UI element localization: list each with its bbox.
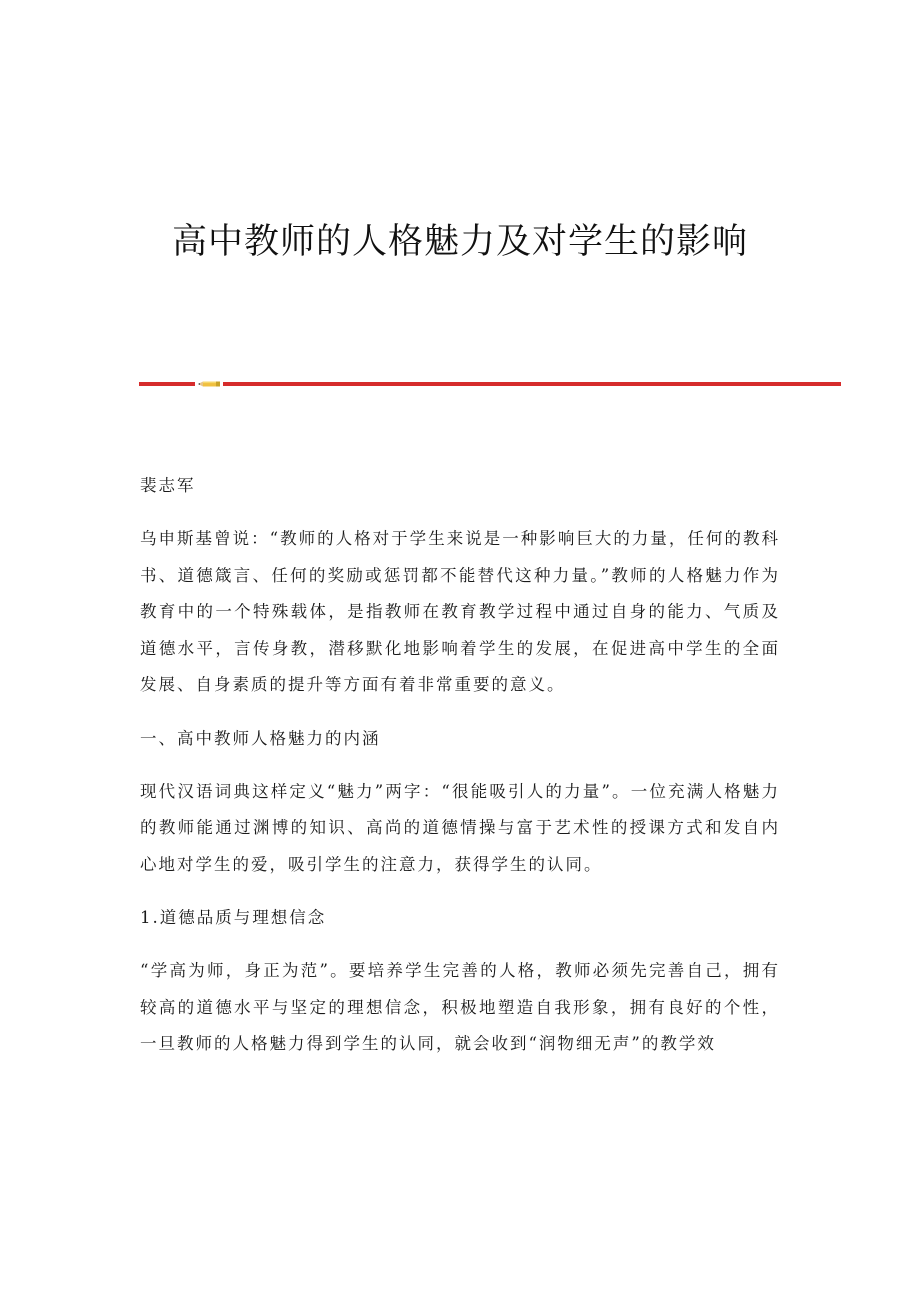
divider-bar-right [223,382,841,386]
document-body [140,468,780,1079]
subsection-heading: 1.道德品质与理想信念 [140,907,327,927]
section-heading: 一、高中教师人格魅力的内涵 [140,728,381,748]
author: 裴志军 [140,476,196,495]
paragraph-intro: 乌申斯基曾说：“教师的人格对于学生来说是一种影响巨大的力量，任何的教科书、道德箴言、任何的奖励或惩罚都不能替代这种力量。”教师的人格魅力作为教育中的一个特殊载体，是指教师在教育教学过程中通过自身的能力、气质及道德水平，言传身教，潜移默化地影响着学生的发展，在促进高中学生的全面发展、自身素质的提升等方面有着非常重要的意义。 [140,529,780,695]
paragraph: “学高为师，身正为范”。要培养学生完善的人格，教师必须先完善自己，拥有较高的道德水平与坚定的理想信念，积极地塑造自我形象，拥有良好的个性，一旦教师的人格魅力得到学生的认同，就会收到“润物细无声”的教学效 [140,961,780,1054]
title-divider [139,380,841,388]
document-title: 高中教师的人格魅力及对学生的影响 [171,222,748,262]
divider-bar-left [139,382,195,386]
pencil-icon [198,381,220,387]
paragraph: 现代汉语词典这样定义“魅力”两字：“很能吸引人的力量”。一位充满人格魅力的教师能通过渊博的知识、高尚的道德情操与富于艺术性的授课方式和发自内心地对学生的爱，吸引学生的注意力，获得学生的认同。 [140,781,780,874]
